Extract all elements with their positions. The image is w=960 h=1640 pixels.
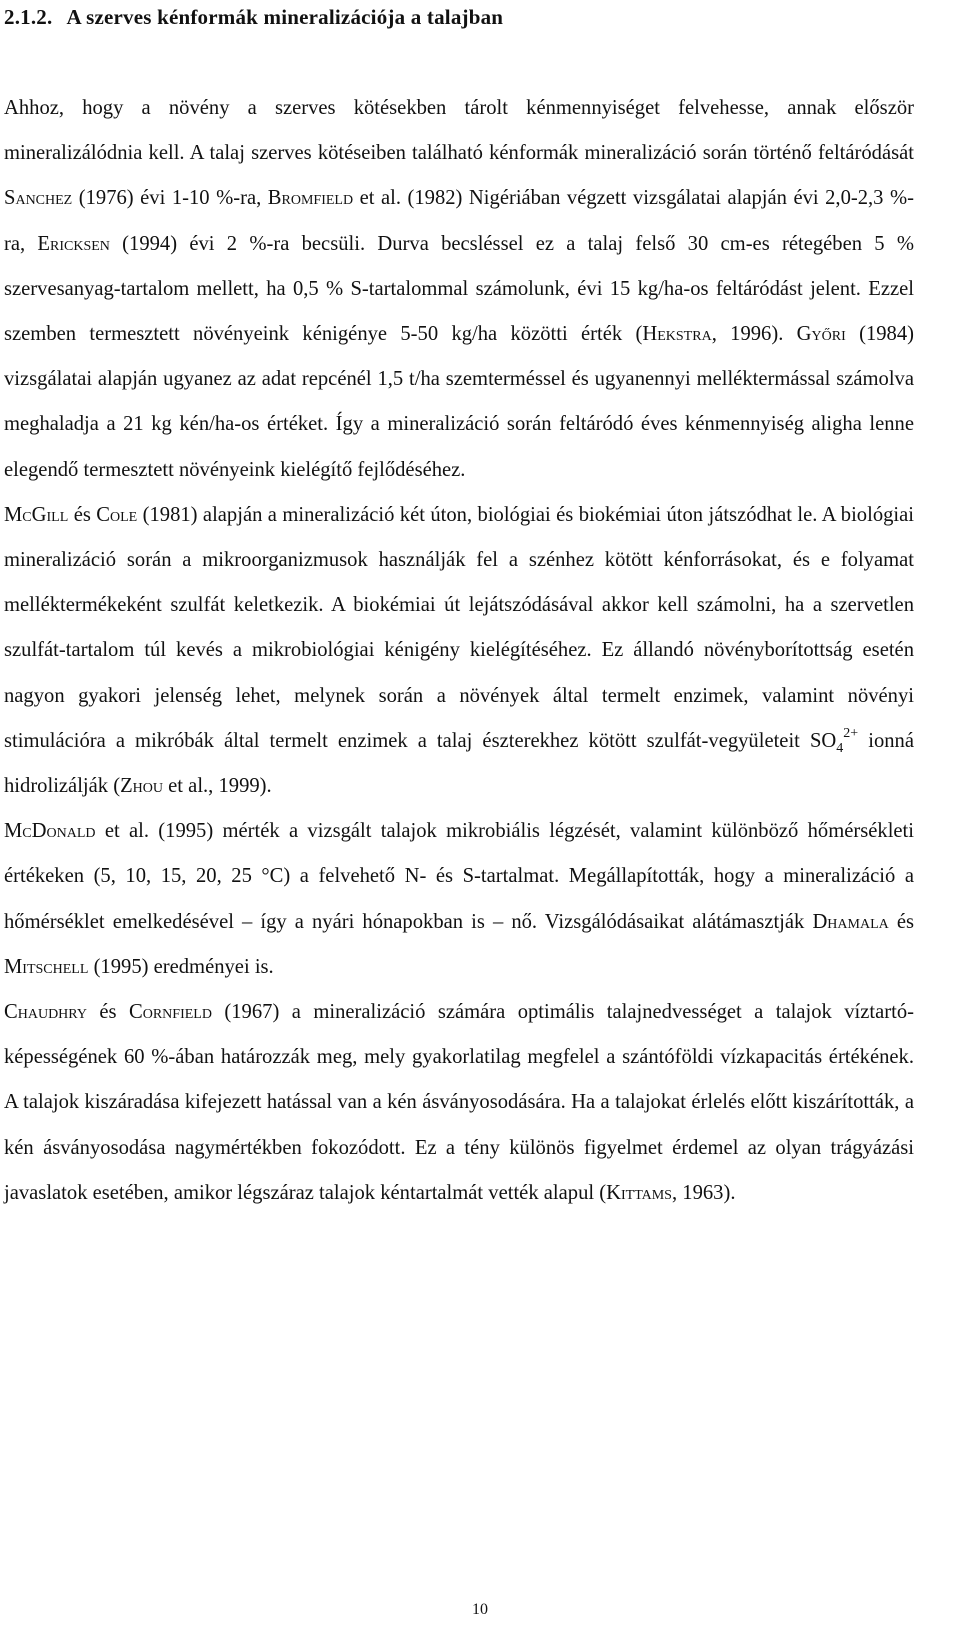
paragraph bbox=[4, 86, 914, 493]
formula-superscript: 2+ bbox=[843, 725, 859, 741]
text-run: (1976) évi 1-10 %-ra, bbox=[72, 187, 268, 210]
author-name: Chaudhry bbox=[4, 1001, 87, 1024]
text-run: , 1996). bbox=[711, 323, 797, 346]
author-name: Sanchez bbox=[4, 187, 73, 210]
author-name: Ericksen bbox=[37, 232, 110, 255]
body-text bbox=[4, 86, 914, 1216]
author-name: Dhamala bbox=[812, 910, 889, 933]
section-title: A szerves kénformák mineralizációja a talajban bbox=[66, 5, 504, 29]
author-name: Bromfield bbox=[267, 187, 354, 210]
page-number: 10 bbox=[472, 1601, 488, 1618]
section-number: 2.1.2. bbox=[4, 5, 53, 29]
author-name: Kittams bbox=[606, 1181, 672, 1204]
text-run: és bbox=[86, 1001, 129, 1024]
section-heading bbox=[4, 4, 503, 30]
text-run: , 1963). bbox=[671, 1181, 736, 1204]
text-run: et al. (1982) Nigériában végzett vizsgálatai alapján évi 2,0-2,3 %-ra, bbox=[4, 187, 915, 255]
text-run: (1981) alapján a mineralizáció két úton, biológiai és biokémiai úton játszódhat le. A biológiai mineralizáció során a mikroorganizmusok használják fel a szénhez kötött kénforrásokat, és e folyamat melléktermékeként szulfát keletkezik. A biokémiai út lejátszódásával akkor kell számolni, ha a szervetlen szulfát-tartalom túl kevés a mikrobiológiai kénigény kielégítéséhez. Ez állandó növényborítottság esetén nagyon gyakori jelenség lehet, melynek során a növények által termelt enzimek, valamint növényi stimulációra a mikróbák által termelt enzimek a talaj észterekhez kötött szulfát-vegyületeit SO bbox=[4, 503, 914, 752]
text-run: et al., 1999). bbox=[163, 775, 272, 798]
text-run: (1995) eredményei is. bbox=[88, 955, 274, 978]
formula-subscript: 4 bbox=[836, 740, 844, 756]
text-run: (1994) évi 2 %-ra becsüli. Durva becsléssel ez a talaj felső 30 cm-es rétegében 5 % szervesanyag-tartalom mellett, ha 0,5 % S-tartalommal számolunk, évi 15 kg/ha-os feltáródást jelent. Ezzel szemben termesztett növényeink kénigénye 5-50 kg/ha közötti érték ( bbox=[4, 232, 915, 346]
paragraph bbox=[4, 493, 914, 809]
author-name: McGill bbox=[4, 503, 69, 526]
text-run: és bbox=[68, 503, 97, 526]
text-run: Ahhoz, hogy a növény a szerves kötésekben tárolt kénmennyiséget felvehesse, annak először mineralizálódnia kell. A talaj szerves kötéseiben található kénformák mineralizáció során történő feltáródását bbox=[4, 97, 914, 165]
text-run: (1967) a mineralizáció számára optimális talajnedvességet a talajok víztartó-képességének 60 %-ában határozzák meg, mely gyakorlatilag megfelel a szántóföldi vízkapacitás értékének. A talajok kiszáradása kifejezett hatással van a kén ásványosodására. Ha a talajokat érlelés előtt kiszárították, a kén ásványosodása nagymértékben fokozódott. Ez a tény különös figyelmet érdemel az olyan trágyázási javaslatok esetében, amikor légszáraz talajok kéntartalmát vették alapul ( bbox=[4, 1001, 914, 1204]
author-name: Hekstra bbox=[642, 323, 712, 346]
author-name: McDonald bbox=[4, 820, 96, 843]
paragraph bbox=[4, 990, 914, 1216]
text-run: et al. (1995) mérték a vizsgált talajok mikrobiális légzését, valamint különböző hőmérsékleti értékeken (5, 10, 15, 20, 25 °C) a felvehető N- és S-tartalmat. Megállapították, hogy a mineralizáció a hőmérséklet emelkedésével – így a nyári hónapokban is – nő. Vizsgálódásaikat alátámasztják bbox=[4, 820, 914, 933]
paragraph bbox=[4, 809, 914, 990]
text-run: (1984) vizsgálatai alapján ugyanez az adat repcénél 1,5 t/ha szemterméssel és ugyanennyi melléktermással számolva meghaladja a 21 kg kén/ha-os értéket. Így a mineralizáció során feltáródó éves kénmennyiség aligha lenne elegendő termesztett növényeink kielégítő fejlődéséhez. bbox=[4, 323, 914, 481]
author-name: Cornfield bbox=[129, 1001, 212, 1024]
author-name: Cole bbox=[96, 503, 138, 526]
author-name: Zhou bbox=[120, 775, 164, 798]
text-run: ionná hidrolizálják ( bbox=[4, 729, 914, 798]
author-name: Mitschell bbox=[4, 955, 89, 978]
text-run: és bbox=[888, 910, 914, 933]
author-name: Győri bbox=[796, 323, 846, 346]
